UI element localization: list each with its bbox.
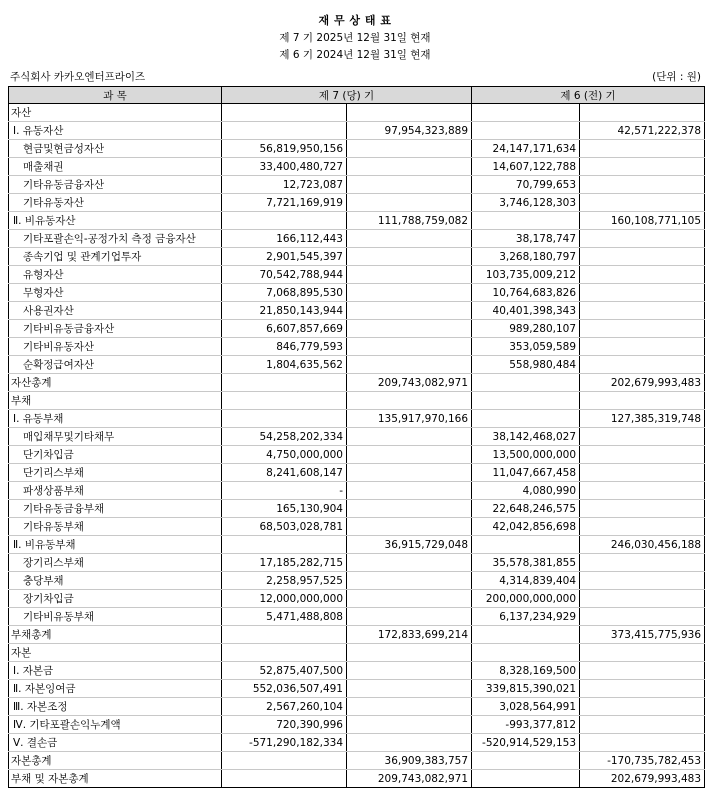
row-label: Ⅲ. 자본조정: [9, 698, 222, 716]
current-total-value: [347, 500, 472, 518]
prior-detail-value: [472, 374, 580, 392]
current-detail-value: 52,875,407,500: [222, 662, 347, 680]
current-total-value: [347, 734, 472, 752]
table-row: [9, 248, 705, 266]
current-total-value: [347, 230, 472, 248]
prior-detail-value: 200,000,000,000: [472, 590, 580, 608]
row-label: 부채: [9, 392, 222, 410]
prior-detail-value: 38,142,468,027: [472, 428, 580, 446]
current-total-value: [347, 140, 472, 158]
header-item: 과 목: [9, 87, 222, 104]
current-detail-value: 4,750,000,000: [222, 446, 347, 464]
prior-detail-value: 8,328,169,500: [472, 662, 580, 680]
meta-row: [0, 67, 710, 85]
prior-detail-value: [472, 536, 580, 554]
current-total-value: [347, 266, 472, 284]
prior-detail-value: 14,607,122,788: [472, 158, 580, 176]
header-prior: 제 6 (전) 기: [472, 87, 705, 104]
prior-total-value: [580, 158, 705, 176]
table-header-row: [9, 87, 705, 104]
table-row: [9, 518, 705, 536]
current-detail-value: 5,471,488,808: [222, 608, 347, 626]
table-row: [9, 104, 705, 122]
table-row: [9, 680, 705, 698]
unit-label: (단위 : 원): [652, 71, 701, 83]
current-detail-value: [222, 410, 347, 428]
current-total-value: [347, 176, 472, 194]
prior-detail-value: [472, 644, 580, 662]
current-total-value: [347, 194, 472, 212]
prior-total-value: 246,030,456,188: [580, 536, 705, 554]
prior-total-value: 202,679,993,483: [580, 374, 705, 392]
prior-total-value: 127,385,319,748: [580, 410, 705, 428]
current-total-value: [347, 104, 472, 122]
prior-total-value: [580, 194, 705, 212]
prior-total-value: [580, 446, 705, 464]
current-total-value: [347, 158, 472, 176]
current-total-value: 209,743,082,971: [347, 770, 472, 788]
prior-detail-value: 6,137,234,929: [472, 608, 580, 626]
table-row: [9, 446, 705, 464]
prior-total-value: [580, 464, 705, 482]
current-total-value: [347, 464, 472, 482]
prior-total-value: [580, 428, 705, 446]
prior-total-value: [580, 554, 705, 572]
table-row: [9, 410, 705, 428]
prior-total-value: [580, 356, 705, 374]
table-row: [9, 698, 705, 716]
prior-total-value: [580, 698, 705, 716]
prior-total-value: [580, 590, 705, 608]
current-total-value: [347, 446, 472, 464]
prior-detail-value: 558,980,484: [472, 356, 580, 374]
prior-total-value: 42,571,222,378: [580, 122, 705, 140]
row-label: 기타포괄손익-공정가치 측정 금융자산: [9, 230, 222, 248]
prior-detail-value: 40,401,398,343: [472, 302, 580, 320]
prior-detail-value: -520,914,529,153: [472, 734, 580, 752]
row-label: 단기리스부채: [9, 464, 222, 482]
current-detail-value: 6,607,857,669: [222, 320, 347, 338]
current-detail-value: 2,901,545,397: [222, 248, 347, 266]
table-row: [9, 752, 705, 770]
current-detail-value: [222, 392, 347, 410]
prior-total-value: [580, 320, 705, 338]
prior-total-value: 160,108,771,105: [580, 212, 705, 230]
current-total-value: [347, 302, 472, 320]
row-label: 현금및현금성자산: [9, 140, 222, 158]
current-total-value: 36,915,729,048: [347, 536, 472, 554]
row-label: 충당부채: [9, 572, 222, 590]
prior-total-value: [580, 662, 705, 680]
row-label: Ⅴ. 결손금: [9, 734, 222, 752]
prior-detail-value: 22,648,246,575: [472, 500, 580, 518]
row-label: 장기차입금: [9, 590, 222, 608]
prior-detail-value: 353,059,589: [472, 338, 580, 356]
prior-total-value: [580, 482, 705, 500]
current-detail-value: 70,542,788,944: [222, 266, 347, 284]
current-detail-value: [222, 644, 347, 662]
prior-detail-value: [472, 752, 580, 770]
table-row: [9, 320, 705, 338]
prior-total-value: [580, 140, 705, 158]
table-row: [9, 554, 705, 572]
current-detail-value: 720,390,996: [222, 716, 347, 734]
table-row: [9, 590, 705, 608]
prior-total-value: 373,415,775,936: [580, 626, 705, 644]
current-total-value: [347, 428, 472, 446]
current-detail-value: [222, 374, 347, 392]
current-detail-value: 56,819,950,156: [222, 140, 347, 158]
current-total-value: [347, 698, 472, 716]
row-label: Ⅱ. 자본잉여금: [9, 680, 222, 698]
row-label: Ⅰ. 자본금: [9, 662, 222, 680]
row-label: 사용권자산: [9, 302, 222, 320]
table-row: [9, 392, 705, 410]
current-detail-value: 12,000,000,000: [222, 590, 347, 608]
prior-total-value: [580, 104, 705, 122]
current-detail-value: 846,779,593: [222, 338, 347, 356]
current-total-value: [347, 716, 472, 734]
prior-detail-value: 35,578,381,855: [472, 554, 580, 572]
row-label: 종속기업 및 관계기업투자: [9, 248, 222, 266]
prior-detail-value: 11,047,667,458: [472, 464, 580, 482]
table-row: [9, 734, 705, 752]
prior-detail-value: 70,799,653: [472, 176, 580, 194]
current-total-value: [347, 572, 472, 590]
row-label: 자본: [9, 644, 222, 662]
prior-detail-value: [472, 770, 580, 788]
table-row: [9, 212, 705, 230]
current-detail-value: 17,185,282,715: [222, 554, 347, 572]
current-detail-value: 2,567,260,104: [222, 698, 347, 716]
table-row: [9, 716, 705, 734]
current-detail-value: -571,290,182,334: [222, 734, 347, 752]
row-label: 매입채무및기타채무: [9, 428, 222, 446]
prior-detail-value: 42,042,856,698: [472, 518, 580, 536]
current-detail-value: [222, 752, 347, 770]
table-row: [9, 122, 705, 140]
current-detail-value: 12,723,087: [222, 176, 347, 194]
row-label: 매출채권: [9, 158, 222, 176]
current-detail-value: 7,068,895,530: [222, 284, 347, 302]
prior-total-value: [580, 608, 705, 626]
table-row: [9, 626, 705, 644]
period-current: 제 7 기 2025년 12월 31일 현재: [279, 32, 431, 44]
current-detail-value: [222, 626, 347, 644]
table-row: [9, 770, 705, 788]
header-current: 제 7 (당) 기: [222, 87, 472, 104]
prior-detail-value: 4,080,990: [472, 482, 580, 500]
prior-detail-value: [472, 104, 580, 122]
current-detail-value: 552,036,507,491: [222, 680, 347, 698]
table-row: [9, 464, 705, 482]
row-label: 부채총계: [9, 626, 222, 644]
current-total-value: [347, 482, 472, 500]
prior-total-value: [580, 716, 705, 734]
row-label: Ⅰ. 유동자산: [9, 122, 222, 140]
table-row: [9, 608, 705, 626]
prior-detail-value: -993,377,812: [472, 716, 580, 734]
row-label: 자본총계: [9, 752, 222, 770]
current-detail-value: 54,258,202,334: [222, 428, 347, 446]
row-label: Ⅰ. 유동부채: [9, 410, 222, 428]
table-row: [9, 536, 705, 554]
prior-total-value: [580, 338, 705, 356]
period-prior: 제 6 기 2024년 12월 31일 현재: [279, 49, 431, 61]
prior-total-value: [580, 266, 705, 284]
row-label: 단기차입금: [9, 446, 222, 464]
current-detail-value: 1,804,635,562: [222, 356, 347, 374]
row-label: Ⅱ. 비유동부채: [9, 536, 222, 554]
current-detail-value: [222, 122, 347, 140]
current-detail-value: -: [222, 482, 347, 500]
current-total-value: [347, 608, 472, 626]
balance-sheet-table: [8, 86, 705, 788]
prior-detail-value: 13,500,000,000: [472, 446, 580, 464]
current-detail-value: 7,721,169,919: [222, 194, 347, 212]
table-row: [9, 302, 705, 320]
row-label: 기타비유동자산: [9, 338, 222, 356]
prior-detail-value: [472, 626, 580, 644]
table-row: [9, 572, 705, 590]
current-total-value: [347, 338, 472, 356]
current-total-value: 209,743,082,971: [347, 374, 472, 392]
current-total-value: [347, 284, 472, 302]
prior-detail-value: 3,028,564,991: [472, 698, 580, 716]
prior-detail-value: 339,815,390,021: [472, 680, 580, 698]
prior-detail-value: 38,178,747: [472, 230, 580, 248]
current-total-value: [347, 248, 472, 266]
row-label: 기타비유동부채: [9, 608, 222, 626]
current-detail-value: [222, 770, 347, 788]
current-total-value: [347, 356, 472, 374]
row-label: 장기리스부채: [9, 554, 222, 572]
table-row: [9, 644, 705, 662]
current-total-value: [347, 662, 472, 680]
prior-total-value: [580, 248, 705, 266]
prior-total-value: [580, 680, 705, 698]
row-label: 자산총계: [9, 374, 222, 392]
prior-total-value: [580, 284, 705, 302]
prior-detail-value: [472, 212, 580, 230]
current-detail-value: 165,130,904: [222, 500, 347, 518]
current-detail-value: 2,258,957,525: [222, 572, 347, 590]
table-row: [9, 662, 705, 680]
prior-detail-value: [472, 410, 580, 428]
current-total-value: [347, 680, 472, 698]
row-label: 기타비유동금융자산: [9, 320, 222, 338]
current-total-value: [347, 644, 472, 662]
table-row: [9, 158, 705, 176]
prior-total-value: [580, 518, 705, 536]
table-row: [9, 500, 705, 518]
table-row: [9, 194, 705, 212]
prior-total-value: [580, 230, 705, 248]
current-total-value: 135,917,970,166: [347, 410, 472, 428]
table-row: [9, 428, 705, 446]
current-total-value: 36,909,383,757: [347, 752, 472, 770]
prior-detail-value: 24,147,171,634: [472, 140, 580, 158]
current-total-value: 172,833,699,214: [347, 626, 472, 644]
statement-title: 재 무 상 태 표: [318, 14, 392, 27]
prior-detail-value: 103,735,009,212: [472, 266, 580, 284]
prior-detail-value: [472, 122, 580, 140]
row-label: 무형자산: [9, 284, 222, 302]
prior-total-value: 202,679,993,483: [580, 770, 705, 788]
table-row: [9, 284, 705, 302]
table-row: [9, 482, 705, 500]
prior-detail-value: 3,746,128,303: [472, 194, 580, 212]
row-label: 파생상품부채: [9, 482, 222, 500]
table-row: [9, 176, 705, 194]
table-row: [9, 140, 705, 158]
current-detail-value: 8,241,608,147: [222, 464, 347, 482]
current-detail-value: [222, 212, 347, 230]
company-name: 주식회사 카카오엔터프라이즈: [10, 71, 146, 83]
prior-total-value: [580, 644, 705, 662]
row-label: Ⅱ. 비유동자산: [9, 212, 222, 230]
prior-total-value: [580, 392, 705, 410]
row-label: 기타유동자산: [9, 194, 222, 212]
row-label: 자산: [9, 104, 222, 122]
current-detail-value: [222, 104, 347, 122]
current-total-value: [347, 590, 472, 608]
row-label: 기타유동금융부채: [9, 500, 222, 518]
table-row: [9, 266, 705, 284]
current-detail-value: 33,400,480,727: [222, 158, 347, 176]
current-total-value: 111,788,759,082: [347, 212, 472, 230]
current-total-value: [347, 392, 472, 410]
current-total-value: [347, 320, 472, 338]
row-label: 유형자산: [9, 266, 222, 284]
table-row: [9, 230, 705, 248]
prior-detail-value: 989,280,107: [472, 320, 580, 338]
prior-detail-value: 4,314,839,404: [472, 572, 580, 590]
prior-total-value: [580, 734, 705, 752]
row-label: 부채 및 자본총계: [9, 770, 222, 788]
table-row: [9, 374, 705, 392]
prior-total-value: -170,735,782,453: [580, 752, 705, 770]
row-label: 순확정급여자산: [9, 356, 222, 374]
prior-detail-value: [472, 392, 580, 410]
prior-total-value: [580, 572, 705, 590]
prior-total-value: [580, 302, 705, 320]
current-detail-value: 21,850,143,944: [222, 302, 347, 320]
current-detail-value: 68,503,028,781: [222, 518, 347, 536]
prior-detail-value: 10,764,683,826: [472, 284, 580, 302]
current-detail-value: [222, 536, 347, 554]
prior-detail-value: 3,268,180,797: [472, 248, 580, 266]
row-label: 기타유동금융자산: [9, 176, 222, 194]
table-body: [9, 104, 705, 788]
current-total-value: 97,954,323,889: [347, 122, 472, 140]
row-label: Ⅳ. 기타포괄손익누계액: [9, 716, 222, 734]
prior-total-value: [580, 500, 705, 518]
current-detail-value: 166,112,443: [222, 230, 347, 248]
row-label: 기타유동부채: [9, 518, 222, 536]
prior-total-value: [580, 176, 705, 194]
table-row: [9, 356, 705, 374]
current-total-value: [347, 554, 472, 572]
current-total-value: [347, 518, 472, 536]
table-row: [9, 338, 705, 356]
